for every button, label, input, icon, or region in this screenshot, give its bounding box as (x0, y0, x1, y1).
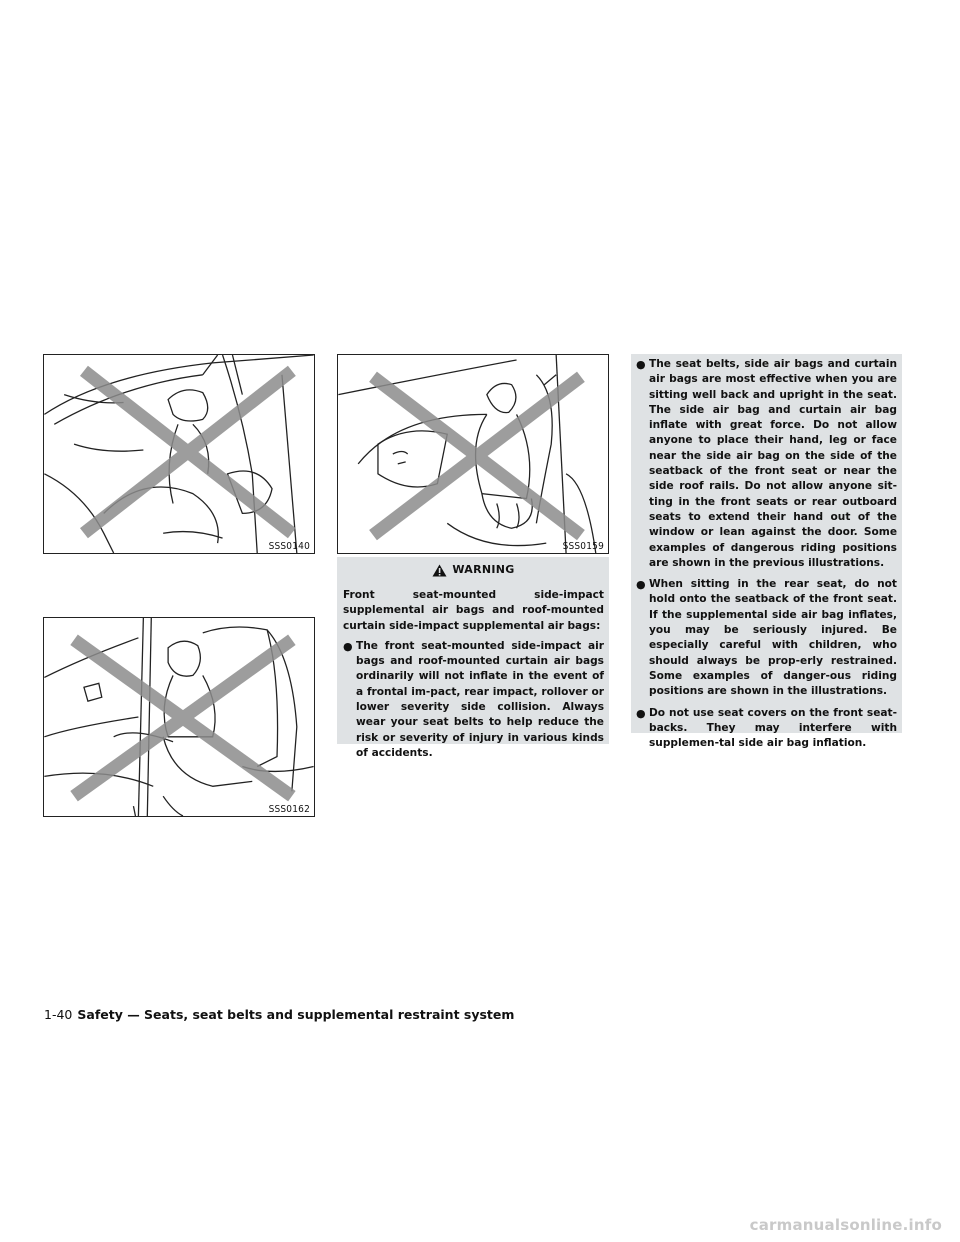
bullet-dot: ● (636, 578, 646, 592)
warning-triangle-icon (432, 564, 447, 577)
warning-bullet-text: The front seat-mounted side-impact air bags and roof-mounted curtain air bags ordinarily will not inflate in the event of a frontal im-pact, rear impact, rollover or lower severity side collision. Always wear your seat belts to help reduce the risk or severity of injury in various kinds of accidents. (356, 639, 604, 759)
warning-bullet (343, 639, 604, 761)
warning-bullet-text: The seat belts, side air bags and curtain air bags are most effective when you are sitting well back and upright in the seat. The side air bag and curtain air bag inflate with great force. Do not allow anyone to place their hand, leg or face near the side air bag on the side of the seatback of the front seat or near the side roof rails. Do not allow anyone sit-ting in the front seats or rear outboard seats to extend their hand out of the window or lean against the door. Some examples of dangerous riding positions are shown in the previous illustrations. (649, 358, 897, 569)
watermark-text: carmanualsonline.info (749, 1216, 942, 1234)
illustration-sss0159 (337, 354, 609, 554)
warning-intro: Front seat-mounted side-impact supplemental air bags and roof-mounted curtain side-impact supplemental air bags: (343, 589, 604, 632)
warning-bullet (636, 706, 897, 752)
bullet-dot: ● (343, 639, 353, 653)
illustration-sss0162 (43, 617, 315, 817)
figure-code: SSS0159 (562, 541, 604, 552)
page-number: 1-40 (44, 1007, 73, 1022)
bullet-dot: ● (636, 358, 646, 371)
warning-bullet-text: When sitting in the rear seat, do not hold onto the seatback of the front seat. If the supplemental side air bag inflates, you may be seriously injured. Be especially careful with children, who should always be prop-erly restrained. Some examples of danger-ous riding positions are shown in the illustrations. (649, 578, 897, 698)
child-in-front-seat-drawing (338, 355, 608, 553)
warning-continued-panel (631, 354, 902, 750)
warning-title: WARNING (452, 563, 515, 577)
warning-bullet-text: Do not use seat covers on the front seat-backs. They may interfere with supplemen-tal side air bag inflation. (649, 706, 897, 750)
warning-bullet (636, 357, 897, 571)
bullet-dot: ● (636, 706, 646, 720)
warning-heading (343, 562, 604, 578)
figure-code: SSS0140 (268, 541, 310, 552)
car-interior-leaning-drawing (44, 355, 314, 553)
warning-panel (337, 557, 609, 759)
illustration-sss0140 (43, 354, 315, 554)
warning-bullet (636, 577, 897, 699)
section-title: Safety — Seats, seat belts and supplemental restraint system (77, 1007, 515, 1022)
page-footer (44, 1007, 514, 1022)
figure-code: SSS0162 (268, 804, 310, 815)
child-leaning-on-door-drawing (44, 618, 314, 816)
